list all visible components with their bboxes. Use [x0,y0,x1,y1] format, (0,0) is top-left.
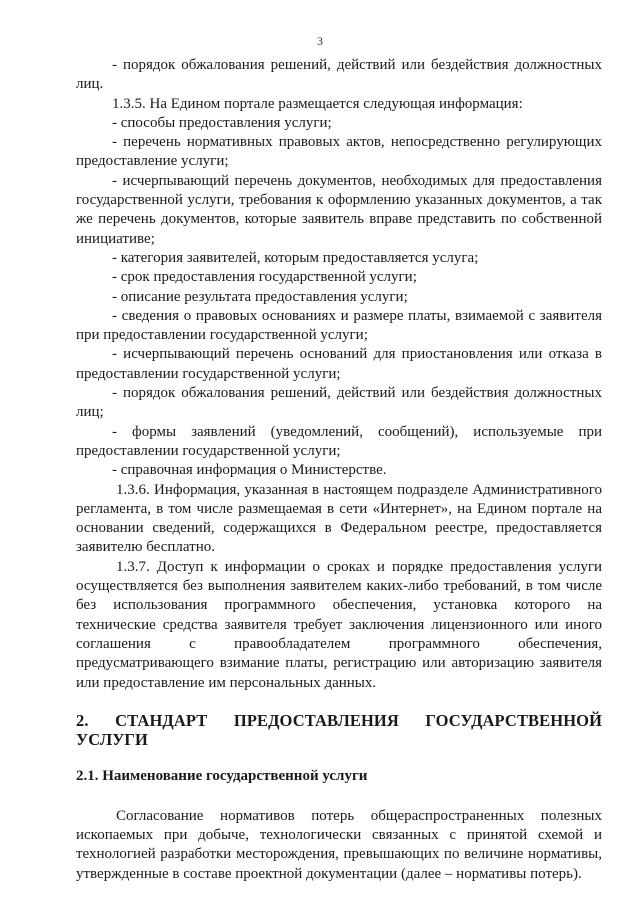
list-item: - перечень нормативных правовых актов, непосредственно регулирующих предоставление услуги; [76,134,602,170]
list-item: - формы заявлений (уведомлений, сообщений), используемые при предоставлении государственной услуги; [76,423,602,459]
list-item: - категория заявителей, которым предоставляется услуга; [112,249,479,266]
list-item: - описание результата предоставления услуги; [112,288,408,305]
list-item: - способы предоставления услуги; [112,114,332,131]
section-paragraph: Согласование нормативов потерь общераспространенных полезных ископаемых при добыче, технологически связанных с принятой схемой и технологией разработки месторождения, превышающих по величине нормативы, утвержденные в составе проектной документации (далее – нормативы потерь). [76,807,602,882]
list-item: - исчерпывающий перечень документов, необходимых для предоставления государственной услуги, требования к оформлению указанных документов, а так же перечень документов, которые заявитель вправе представить по собственной инициативе; [76,172,602,247]
list-item: - порядок обжалования решений, действий или бездействия должностных лиц; [76,385,602,421]
section-heading: 2. СТАНДАРТ ПРЕДОСТАВЛЕНИЯ ГОСУДАРСТВЕННОЙ УСЛУГИ [76,710,602,750]
list-item: - исчерпывающий перечень оснований для приостановления или отказа в предоставлении государственной услуги; [76,346,602,382]
paragraph: - порядок обжалования решений, действий или бездействия должностных лиц. [76,57,602,93]
list-item: - срок предоставления государственной услуги; [112,269,417,286]
subsection-heading: 2.1. Наименование государственной услуги [76,768,368,785]
document-body [76,56,602,884]
paragraph: 1.3.7. Доступ к информации о сроках и порядке предоставления услуги осуществляется без выполнения заявителем каких-либо требований, в том числе без использования программного обеспечения, установка которого на технические средства заявителя требует заключения лицензионного или иного соглашения с правообладателем программного обеспечения, предусматривающего взимание платы, регистрацию или авторизацию заявителя или предоставление им персональных данных. [76,558,602,691]
paragraph: 1.3.6. Информация, указанная в настоящем подразделе Административного регламента, в том числе размещаемая в сети «Интернет», на Едином портале на основании сведений, содержащихся в Федеральном реестре, предоставляется заявителю бесплатно. [76,481,602,556]
list-item: - справочная информация о Министерстве. [112,462,387,479]
paragraph: 1.3.5. На Едином портале размещается следующая информация: [112,95,523,112]
list-item: - сведения о правовых основаниях и размере платы, взимаемой с заявителя при предоставлении государственной услуги; [76,307,602,344]
page-number: 3 [317,34,323,48]
